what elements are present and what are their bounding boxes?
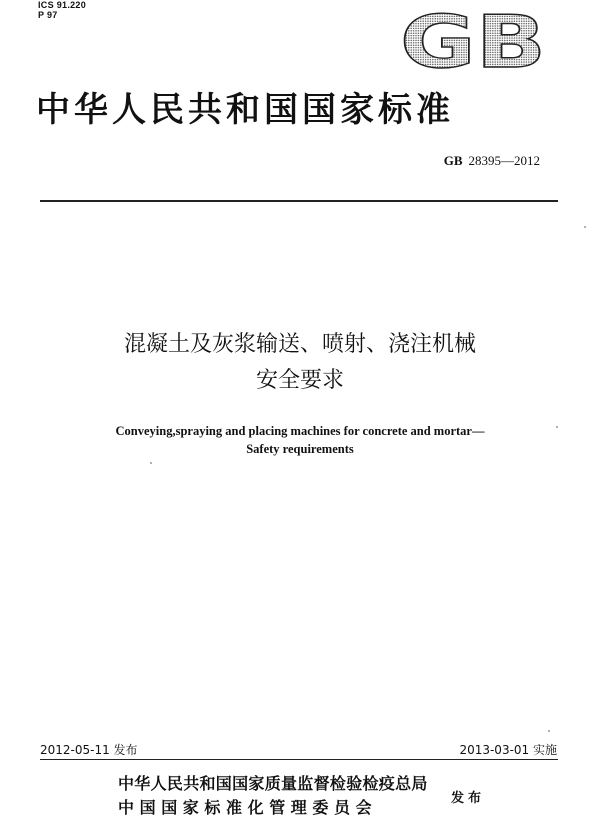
- footer-divider: [40, 759, 558, 760]
- scan-speck: [556, 426, 558, 428]
- standard-number-value: 28395—2012: [468, 153, 540, 168]
- publish-label: 发布: [451, 791, 486, 806]
- title-english-line1: Conveying,spraying and placing machines for concrete and mortar—: [115, 424, 485, 438]
- ics-code: ICS 91.220: [38, 0, 87, 10]
- scan-speck: [548, 730, 550, 732]
- gb-logo-text: GB: [400, 8, 546, 72]
- scan-speck: [150, 462, 152, 464]
- scan-speck: [584, 226, 586, 228]
- title-english-line2: Safety requirements: [246, 442, 354, 456]
- issue-date: 2012-05-11 发布: [40, 743, 138, 757]
- standard-number-prefix: GB: [443, 153, 463, 168]
- classification-codes: [38, 0, 86, 20]
- gb-logo: [398, 8, 548, 72]
- implementation-date: 2013-03-01 实施: [459, 743, 557, 757]
- title-chinese-line2: 安全要求: [255, 368, 344, 393]
- title-chinese-line1: 混凝土及灰浆输送、喷射、浇注机械: [123, 332, 476, 357]
- national-standard-heading: 中华人民共和国国家标准: [36, 90, 454, 130]
- header-divider: [40, 200, 558, 202]
- ccs-code: P 97: [38, 10, 58, 20]
- publisher-aqsiq: 中华人民共和国国家质量监督检验检疫总局: [118, 774, 428, 793]
- publisher-sac: 中国国家标准化管理委员会: [118, 798, 378, 817]
- standard-number: [444, 153, 540, 169]
